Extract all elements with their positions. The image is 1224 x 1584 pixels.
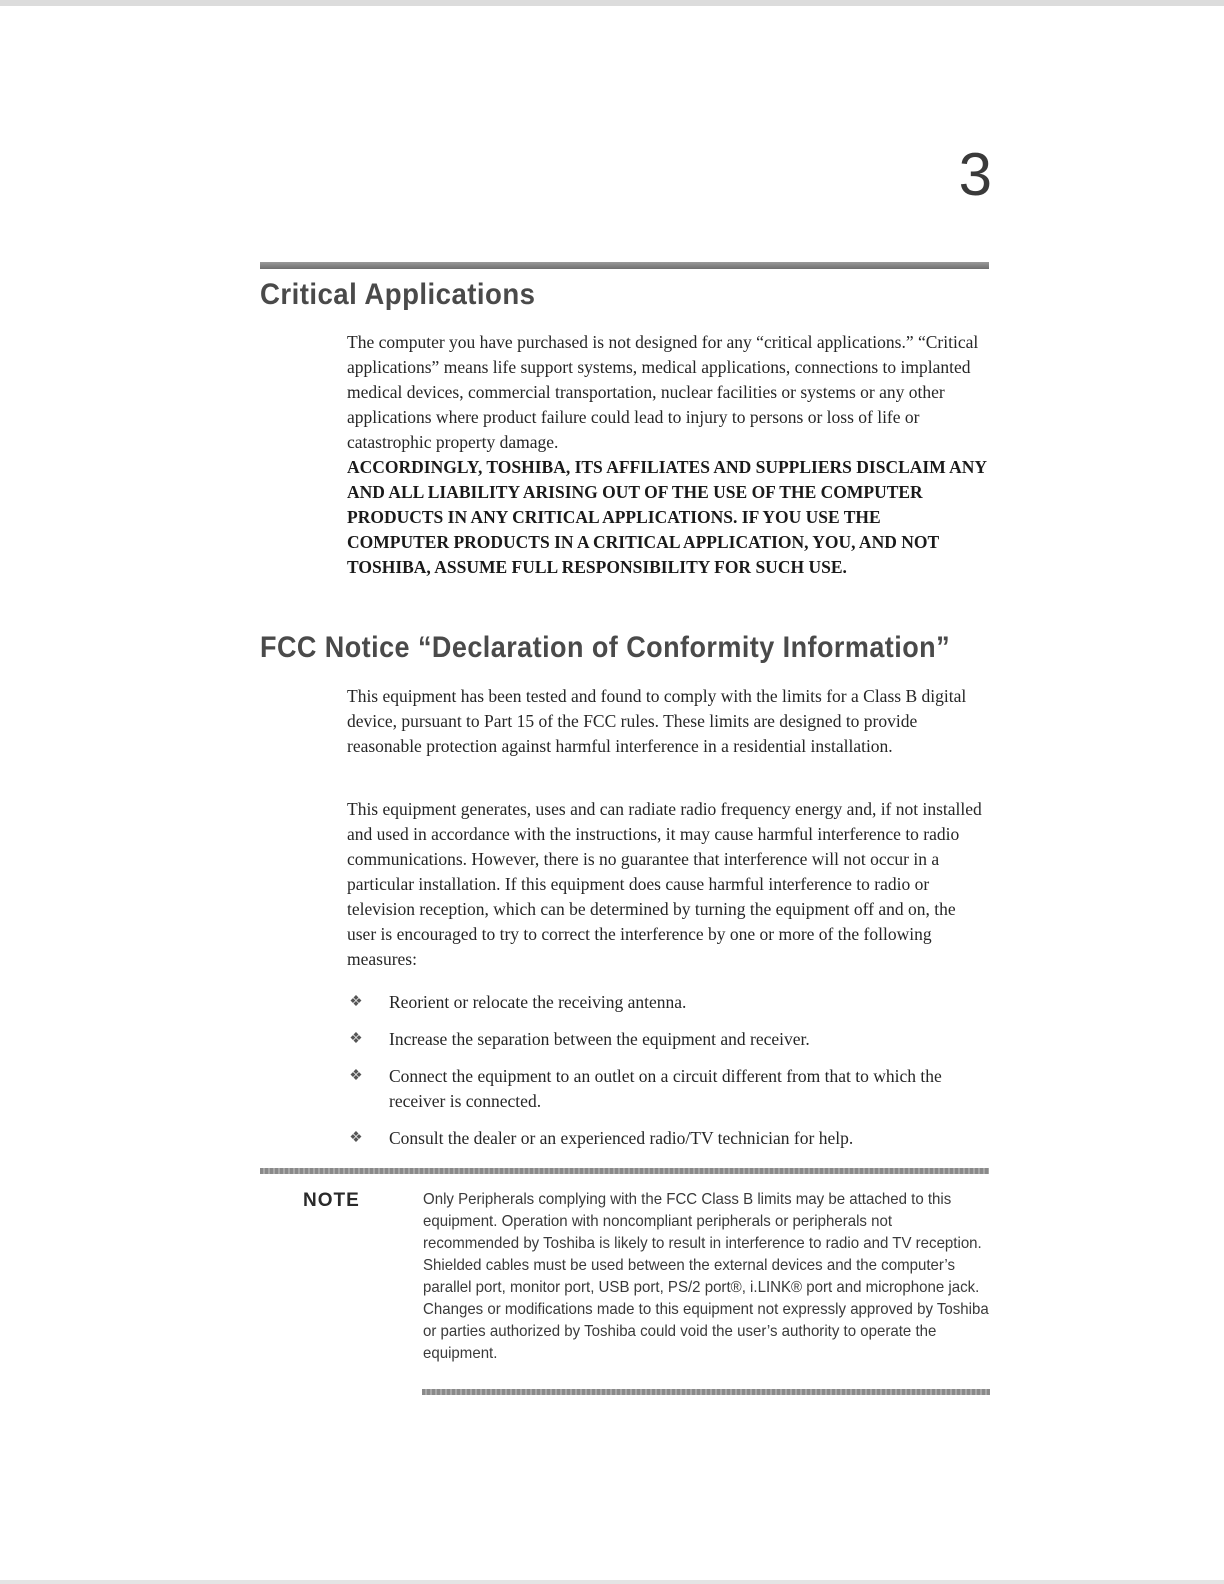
four-diamond-bullet-icon: ❖ <box>349 1130 363 1146</box>
critical-applications-paragraph: The computer you have purchased is not designed for any “critical applications.” “Critical applications” means life support systems, medical applications, connections to implanted medical devices, commercial transportation, nuclear facilities or systems or any other applications where product failure could lead to injury to persons or loss of life or catastrophic property damage. <box>347 332 979 452</box>
note-rule-top <box>260 1168 989 1174</box>
fcc-paragraph-2: This equipment generates, uses and can radiate radio frequency energy and, if not installed and used in accordance with the instructions, it may cause harmful interference to radio communications. However, there is no guarantee that interference will not occur in a particular installation. If this equipment does cause harmful interference to radio or television reception, which can be determined by turning the equipment off and on, the user is encouraged to try to correct the interference by one or more of the following measures: <box>347 799 982 969</box>
section-rule-top <box>260 262 989 269</box>
list-item <box>347 990 987 1015</box>
fcc-notice-heading: FCC Notice “Declaration of Conformity Information” <box>260 631 951 664</box>
bullet-text: Consult the dealer or an experienced radio/TV technician for help. <box>389 1128 854 1148</box>
four-diamond-bullet-icon: ❖ <box>349 994 363 1010</box>
list-item <box>347 1027 987 1052</box>
critical-applications-heading: Critical Applications <box>260 278 536 311</box>
four-diamond-bullet-icon: ❖ <box>349 1031 363 1047</box>
critical-applications-disclaimer: ACCORDINGLY, TOSHIBA, ITS AFFILIATES AND SUPPLIERS DISCLAIM ANY AND ALL LIABILITY ARISING OUT OF THE USE OF THE COMPUTER PRODUCTS IN ANY CRITICAL APPLICATIONS. IF YOU USE THE COMPUTER PRODUCTS IN A CRITICAL APPLICATION, YOU, AND NOT TOSHIBA, ASSUME FULL RESPONSIBILITY FOR SUCH USE. <box>347 457 987 577</box>
note-label: NOTE <box>303 1190 360 1211</box>
fcc-paragraph-1-block <box>347 684 987 759</box>
critical-applications-body <box>347 330 987 580</box>
note-rule-bottom <box>422 1389 990 1395</box>
fcc-paragraph-1: This equipment has been tested and found to comply with the limits for a Class B digital device, pursuant to Part 15 of the FCC rules. These limits are designed to provide reasonable protection against harmful interference in a residential installation. <box>347 686 967 756</box>
note-text: Only Peripherals complying with the FCC Class B limits may be attached to this equipment. Operation with noncompliant peripherals or peripherals not recommended by Toshiba is likely to result in interference to radio and TV reception. Shielded cables must be used between the external devices and the computer’s parallel port, monitor port, USB port, PS/2 port®, i.LINK® port and microphone jack. Changes or modifications made to this equipment not expressly approved by Toshiba or parties authorized by Toshiba could void the user’s authority to operate the equipment. <box>423 1191 989 1362</box>
fcc-measures-list <box>347 990 987 1163</box>
page-number: 3 <box>958 141 992 208</box>
four-diamond-bullet-icon: ❖ <box>349 1068 363 1084</box>
fcc-paragraph-2-block <box>347 797 987 972</box>
list-item <box>347 1064 987 1114</box>
list-item <box>347 1126 987 1151</box>
bullet-text: Reorient or relocate the receiving antenna. <box>389 992 687 1012</box>
bullet-text: Increase the separation between the equipment and receiver. <box>389 1029 810 1049</box>
bullet-text: Connect the equipment to an outlet on a circuit different from that to which the receiver is connected. <box>389 1066 942 1111</box>
